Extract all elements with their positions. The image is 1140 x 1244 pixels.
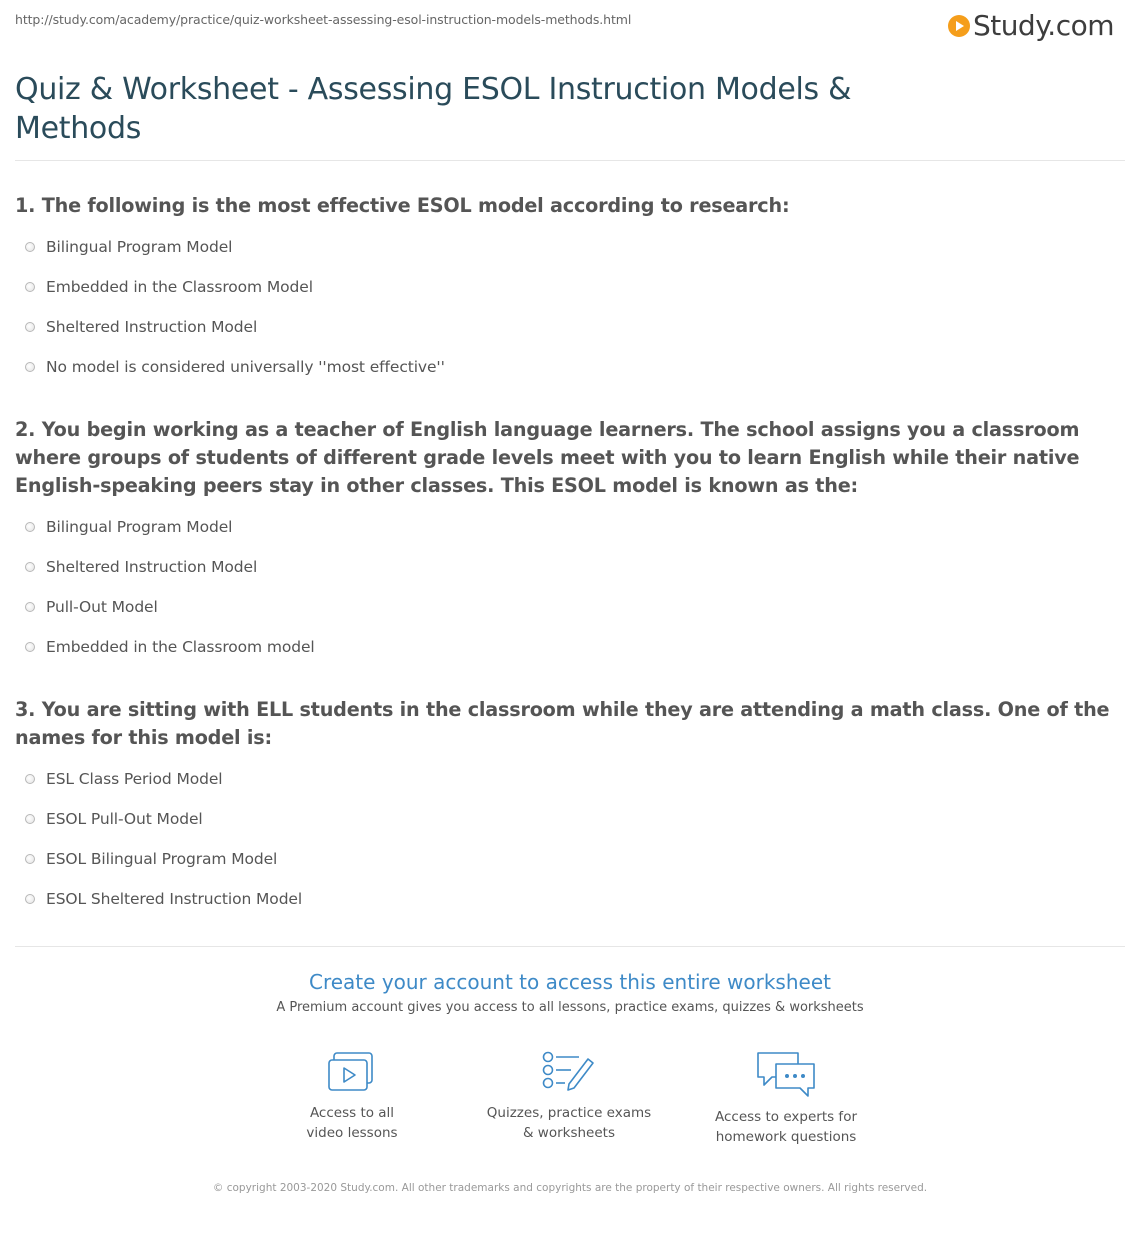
question-2-option-1[interactable] bbox=[25, 517, 232, 537]
option-label: Sheltered Instruction Model bbox=[46, 318, 258, 336]
option-label: Bilingual Program Model bbox=[46, 238, 233, 256]
divider bbox=[15, 160, 1125, 161]
chat-bubbles-icon bbox=[754, 1050, 818, 1098]
feature-experts bbox=[686, 1050, 886, 1147]
question-1: 1. The following is the most effective ESOL model according to research: bbox=[15, 194, 790, 217]
option-label: No model is considered universally ''most effective'' bbox=[46, 358, 445, 376]
study-com-logo[interactable] bbox=[948, 9, 1114, 42]
radio-button[interactable] bbox=[25, 814, 35, 824]
create-account-link[interactable]: Create your account to access this entire worksheet bbox=[309, 970, 831, 994]
question-1-option-4[interactable] bbox=[25, 357, 445, 377]
radio-button[interactable] bbox=[25, 362, 35, 372]
option-label: ESL Class Period Model bbox=[46, 770, 223, 788]
page-url: http://study.com/academy/practice/quiz-worksheet-assessing-esol-instruction-models-methods.html bbox=[15, 12, 632, 27]
play-logo-icon bbox=[948, 15, 970, 37]
top-bar bbox=[0, 0, 1140, 52]
feature-label-line1: Access to all bbox=[309, 1105, 395, 1121]
video-lessons-icon bbox=[326, 1050, 378, 1094]
question-1-option-2[interactable] bbox=[25, 277, 313, 297]
feature-label-line2: homework questions bbox=[715, 1129, 857, 1145]
radio-button[interactable] bbox=[25, 854, 35, 864]
option-label: ESOL Sheltered Instruction Model bbox=[46, 890, 303, 908]
question-3-option-2[interactable] bbox=[25, 809, 203, 829]
radio-button[interactable] bbox=[25, 562, 35, 572]
option-label: Embedded in the Classroom Model bbox=[46, 278, 313, 296]
feature-video-lessons bbox=[252, 1050, 452, 1143]
option-label: ESOL Pull-Out Model bbox=[46, 810, 203, 828]
feature-label-line1: Quizzes, practice exams bbox=[486, 1105, 652, 1121]
radio-button[interactable] bbox=[25, 774, 35, 784]
radio-button[interactable] bbox=[25, 894, 35, 904]
question-1-option-1[interactable] bbox=[25, 237, 232, 257]
option-label: Sheltered Instruction Model bbox=[46, 558, 258, 576]
question-3-option-3[interactable] bbox=[25, 849, 277, 869]
quiz-checklist-icon bbox=[541, 1050, 597, 1094]
feature-label-line1: Access to experts for bbox=[714, 1109, 857, 1125]
feature-quizzes bbox=[469, 1050, 669, 1143]
radio-button[interactable] bbox=[25, 522, 35, 532]
radio-button[interactable] bbox=[25, 642, 35, 652]
page-title: Quiz & Worksheet - Assessing ESOL Instruction Models & Methods bbox=[15, 72, 852, 146]
copyright-notice: © copyright 2003-2020 Study.com. All other trademarks and copyrights are the property of their respective owners. All rights reserved. bbox=[212, 1182, 928, 1194]
question-2-option-4[interactable] bbox=[25, 637, 315, 657]
logo-text: Study.com bbox=[972, 9, 1114, 42]
option-label: ESOL Bilingual Program Model bbox=[46, 850, 278, 868]
option-label: Embedded in the Classroom model bbox=[46, 638, 315, 656]
divider bbox=[15, 946, 1125, 947]
question-2-option-2[interactable] bbox=[25, 557, 257, 577]
feature-label-line2: video lessons bbox=[306, 1125, 398, 1141]
radio-button[interactable] bbox=[25, 282, 35, 292]
radio-button[interactable] bbox=[25, 602, 35, 612]
question-2-option-3[interactable] bbox=[25, 597, 158, 617]
question-2: 2. You begin working as a teacher of English language learners. The school assigns you a classroom where groups of students of different grade levels meet with you to learn English while their native English-speaking peers stay in other classes. This ESOL model is known as the: bbox=[15, 418, 1080, 497]
question-3-option-1[interactable] bbox=[25, 769, 223, 789]
question-3-option-4[interactable] bbox=[25, 889, 302, 909]
feature-label-line2: & worksheets bbox=[522, 1125, 615, 1141]
premium-description: A Premium account gives you access to all lessons, practice exams, quizzes & worksheets bbox=[276, 1000, 864, 1015]
option-label: Bilingual Program Model bbox=[46, 518, 233, 536]
option-label: Pull-Out Model bbox=[46, 598, 158, 616]
radio-button[interactable] bbox=[25, 242, 35, 252]
question-1-option-3[interactable] bbox=[25, 317, 257, 337]
radio-button[interactable] bbox=[25, 322, 35, 332]
question-3: 3. You are sitting with ELL students in the classroom while they are attending a math class. One of the names for this model is: bbox=[15, 698, 1110, 749]
